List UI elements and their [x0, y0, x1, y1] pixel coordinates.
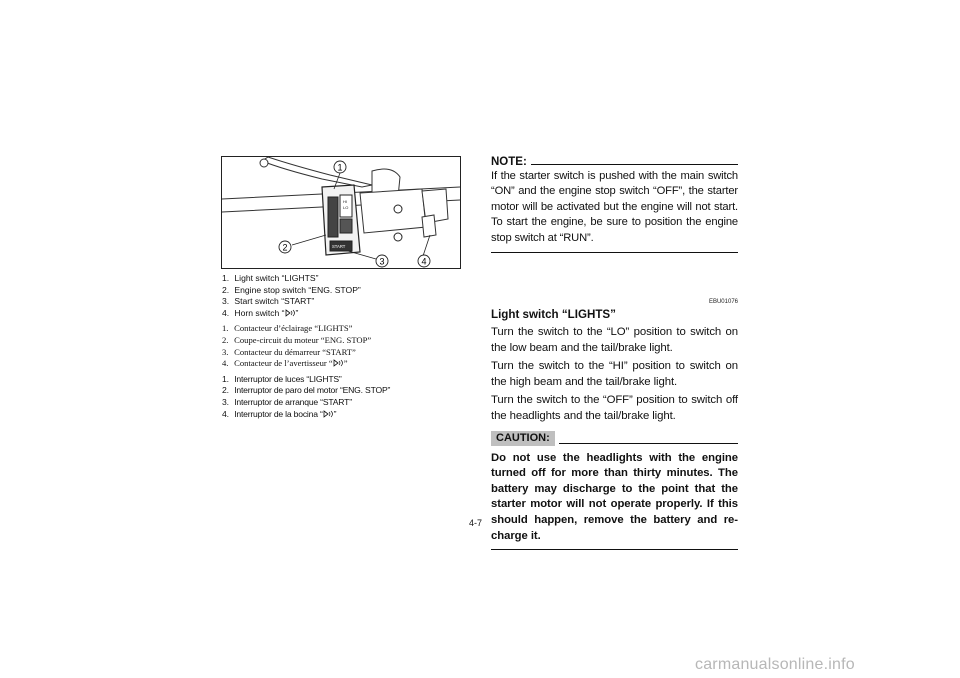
section-code: EBU01076 [708, 299, 738, 306]
horn-icon [333, 359, 344, 367]
callout-3: 3 [379, 256, 385, 267]
svg-text:LO: LO [343, 205, 349, 210]
handlebar-switch-illustration [221, 156, 461, 269]
caption-fr-3: 3. Contacteur du démarreur “START” [222, 346, 356, 357]
callout-2: 2 [282, 242, 288, 253]
paragraph-lo: Turn the switch to the “LO” position to switch on the low beam and the tail/brake light. [491, 326, 738, 354]
page-number: 4-7 [469, 518, 483, 528]
figure-captions [222, 273, 467, 424]
start-button-label: START [332, 244, 346, 249]
callout-1: 1 [337, 162, 343, 173]
caption-es-2: 2. Interruptor de paro del motor “ENG. STOP” [222, 385, 391, 396]
caption-es-4: 4. Interruptor de la bocina “ ” [222, 408, 337, 419]
caption-en-4: 4. Horn switch “ ” [222, 307, 299, 318]
caption-es-3: 3. Interruptor de arranque “START” [222, 396, 352, 407]
svg-text:HI: HI [343, 199, 347, 204]
handlebar-drawing [222, 157, 460, 268]
captions-spanish [222, 374, 467, 420]
caption-en-1: 1. Light switch “LIGHTS” [222, 273, 319, 283]
caption-fr-4: 4. Contacteur de l’avertisseur “ ” [222, 358, 348, 369]
horn-icon [323, 410, 334, 418]
caption-es-1: 1. Interruptor de luces “LIGHTS” [222, 373, 342, 384]
note-body: If the starter switch is pushed with the main switch “ON” and the engine stop switch “OFF”, the starter motor will be activated but the engine will not start. To start the engine, be sure to position the engine stop switch at “RUN”. [491, 170, 738, 244]
captions-french [222, 323, 467, 369]
caution-header [491, 430, 738, 446]
note-rule [531, 164, 738, 165]
paragraph-off: Turn the switch to the “OFF” position to switch off the headlights and the tail/brake light. [491, 394, 738, 422]
caution-end-rule [491, 549, 738, 550]
horn-icon [285, 309, 296, 317]
note-header [491, 152, 738, 168]
caption-en-3: 3. Start switch “START” [222, 296, 315, 307]
callout-4: 4 [421, 256, 427, 267]
caption-fr-2: 2. Coupe-circuit du moteur “ENG. STOP” [222, 334, 372, 345]
captions-english [222, 273, 467, 319]
caption-fr-1: 1. Contacteur d’éclairage “LIGHTS” [222, 323, 353, 334]
caption-en-2: 2. Engine stop switch “ENG. STOP” [222, 284, 361, 295]
note-label: NOTE: [491, 156, 527, 168]
paragraph-hi: Turn the switch to the “HI” position to switch on the high beam and the tail/brake light. [491, 360, 738, 388]
section-title: Light switch “LIGHTS” [491, 308, 616, 322]
right-column [491, 152, 738, 550]
caution-rule [559, 443, 738, 444]
watermark: carmanualsonline.info [695, 656, 855, 673]
caution-label: CAUTION: [491, 431, 555, 446]
caution-body: Do not use the headlights with the engine turned off for more than thirty minutes. The battery may discharge to the point that the starter motor will not operate properly. If this should happen, remove the battery and re-charge it. [491, 451, 738, 542]
note-end-rule [491, 252, 738, 253]
